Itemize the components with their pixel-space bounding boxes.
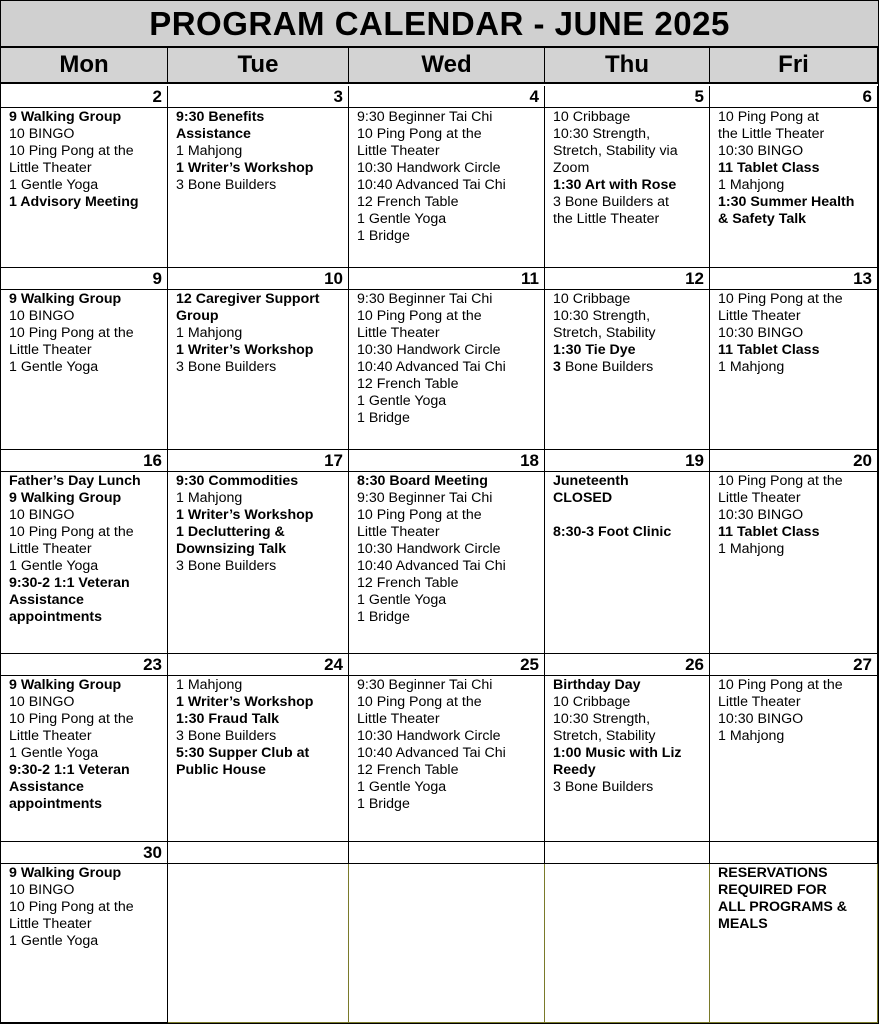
event-line: Stretch, Stability — [553, 728, 656, 744]
event-line: 10 Ping Pong at the — [357, 694, 482, 710]
date-number: 6 — [710, 86, 878, 108]
event-line: 10 Ping Pong at the — [9, 899, 134, 915]
event-line: 10 Ping Pong at the — [9, 325, 134, 341]
event-line: 1 Bridge — [357, 228, 410, 244]
event-line: 1 Mahjong — [176, 325, 243, 341]
date-number: 17 — [168, 450, 349, 472]
event-line: Little Theater — [357, 711, 440, 727]
event-line: 9 Walking Group — [9, 291, 122, 307]
event-line: CLOSED — [553, 490, 613, 506]
date-number — [349, 842, 545, 864]
event-line: 3 Bone Builders — [553, 359, 654, 375]
event-line: 10:30 Handwork Circle — [357, 541, 501, 557]
event-line: 9 Walking Group — [9, 677, 122, 693]
date-number: 16 — [1, 450, 168, 472]
date-number — [710, 842, 878, 864]
event-line: 11 Tablet Class — [718, 160, 820, 176]
day-cell — [349, 864, 545, 1023]
date-number: 2 — [1, 86, 168, 108]
day-cell — [1, 472, 168, 654]
day-cell — [545, 472, 710, 654]
event-line: Little Theater — [357, 325, 440, 341]
event-line: 3 Bone Builders — [553, 779, 654, 795]
event-line: 1 Decluttering & — [176, 524, 285, 540]
event-line: 10 Ping Pong at the — [9, 524, 134, 540]
day-cell — [349, 676, 545, 842]
event-line: 5:30 Supper Club at — [176, 745, 310, 761]
day-cell — [710, 290, 878, 450]
event-line: Father’s Day Lunch — [9, 473, 141, 489]
event-line: RESERVATIONS — [718, 865, 828, 881]
event-line: Stretch, Stability via — [553, 143, 678, 159]
day-header-thu: Thu — [545, 48, 710, 84]
event-line: Assistance — [9, 779, 84, 795]
day-cell — [1, 290, 168, 450]
event-line: 10 Ping Pong at — [718, 109, 819, 125]
event-line: Assistance — [9, 592, 84, 608]
event-line: Little Theater — [718, 490, 801, 506]
date-number — [545, 842, 710, 864]
event-line: Assistance — [176, 126, 251, 142]
event-line: 12 French Table — [357, 762, 459, 778]
day-cell — [545, 676, 710, 842]
day-cell — [349, 108, 545, 268]
event-line: the Little Theater — [718, 126, 825, 142]
date-number: 23 — [1, 654, 168, 676]
event-line: 1 Gentle Yoga — [357, 779, 447, 795]
date-number: 9 — [1, 268, 168, 290]
date-number: 4 — [349, 86, 545, 108]
event-line: 1 Mahjong — [718, 541, 785, 557]
event-line: 9:30 Beginner Tai Chi — [357, 677, 493, 693]
event-line: 10 Ping Pong at the — [718, 291, 843, 307]
event-line: 1 Gentle Yoga — [357, 592, 447, 608]
event-line: 10:40 Advanced Tai Chi — [357, 177, 506, 193]
event-line: Reedy — [553, 762, 596, 778]
day-cell — [168, 290, 349, 450]
event-line: 9 Walking Group — [9, 109, 122, 125]
event-line: 12 Caregiver Support — [176, 291, 320, 307]
event-line: 1:00 Music with Liz — [553, 745, 682, 761]
event-line: 1 Bridge — [357, 609, 410, 625]
event-line: the Little Theater — [553, 211, 660, 227]
event-line: Little Theater — [9, 342, 92, 358]
event-line: Public House — [176, 762, 266, 778]
event-line: 10:30 Strength, — [553, 308, 651, 324]
event-line: 1 Writer’s Workshop — [176, 694, 314, 710]
event-line: 3 Bone Builders — [176, 359, 277, 375]
event-line: appointments — [9, 609, 103, 625]
event-line: 1 Writer’s Workshop — [176, 160, 314, 176]
event-line: 10 Ping Pong at the — [357, 126, 482, 142]
event-line: Little Theater — [9, 728, 92, 744]
day-cell — [168, 676, 349, 842]
date-number: 26 — [545, 654, 710, 676]
day-cell — [710, 676, 878, 842]
event-line: 10 Ping Pong at the — [9, 143, 134, 159]
event-line: 3 Bone Builders — [176, 728, 277, 744]
day-cell — [349, 472, 545, 654]
date-number: 3 — [168, 86, 349, 108]
event-line: 1 Mahjong — [176, 143, 243, 159]
event-line: Little Theater — [9, 160, 92, 176]
event-line: MEALS — [718, 916, 768, 932]
event-line: 1 Bridge — [357, 796, 410, 812]
event-line: 10:30 Handwork Circle — [357, 728, 501, 744]
day-cell — [545, 864, 710, 1023]
day-cell — [349, 290, 545, 450]
event-line: 1 Mahjong — [718, 728, 785, 744]
day-cell — [1, 676, 168, 842]
event-line: 1 Mahjong — [718, 359, 785, 375]
event-line: Birthday Day — [553, 677, 641, 693]
date-number: 24 — [168, 654, 349, 676]
event-line: 1:30 Summer Health — [718, 194, 855, 210]
event-line: Little Theater — [357, 143, 440, 159]
date-number: 5 — [545, 86, 710, 108]
event-line: 9:30 Beginner Tai Chi — [357, 490, 493, 506]
event-line: 1 Gentle Yoga — [9, 745, 99, 761]
date-number: 10 — [168, 268, 349, 290]
event-line: 10 Ping Pong at the — [718, 677, 843, 693]
date-number: 30 — [1, 842, 168, 864]
day-cell — [710, 472, 878, 654]
event-line: Zoom — [553, 160, 590, 176]
date-number: 18 — [349, 450, 545, 472]
date-number: 27 — [710, 654, 878, 676]
event-line: 10 Cribbage — [553, 291, 631, 307]
event-line: 10 Cribbage — [553, 694, 631, 710]
event-line: 10 BINGO — [9, 507, 75, 523]
page-title: PROGRAM CALENDAR - JUNE 2025 — [1, 1, 878, 48]
event-line: 10 Ping Pong at the — [357, 507, 482, 523]
event-line: Stretch, Stability — [553, 325, 656, 341]
event-line: & Safety Talk — [718, 211, 807, 227]
event-line: 10:30 Strength, — [553, 711, 651, 727]
event-line: 10 Cribbage — [553, 109, 631, 125]
day-cell — [168, 108, 349, 268]
day-header-wed: Wed — [349, 48, 545, 84]
event-line: 9:30 Commodities — [176, 473, 299, 489]
event-line: 10 Ping Pong at the — [718, 473, 843, 489]
event-line: 11 Tablet Class — [718, 524, 820, 540]
event-line: 10 Ping Pong at the — [357, 308, 482, 324]
event-line: 9:30 Beginner Tai Chi — [357, 291, 493, 307]
day-cell — [710, 864, 878, 1023]
event-line: Little Theater — [9, 916, 92, 932]
event-line: 1 Gentle Yoga — [9, 177, 99, 193]
event-line: 10:40 Advanced Tai Chi — [357, 745, 506, 761]
event-line: 9 Walking Group — [9, 490, 122, 506]
day-header-mon: Mon — [1, 48, 168, 84]
event-line: 9 Walking Group — [9, 865, 122, 881]
day-cell — [168, 472, 349, 654]
event-line: 1 Gentle Yoga — [357, 393, 447, 409]
event-line: 1 Mahjong — [176, 677, 243, 693]
event-line: 10:40 Advanced Tai Chi — [357, 558, 506, 574]
day-cell — [545, 108, 710, 268]
event-line: 11 Tablet Class — [718, 342, 820, 358]
event-line: 1:30 Tie Dye — [553, 342, 636, 358]
event-line: 1 Gentle Yoga — [9, 558, 99, 574]
event-line: Little Theater — [357, 524, 440, 540]
event-line: 1 Gentle Yoga — [9, 933, 99, 949]
date-number — [168, 842, 349, 864]
event-line: Group — [176, 308, 219, 324]
event-line: 8:30-3 Foot Clinic — [553, 524, 672, 540]
date-number: 19 — [545, 450, 710, 472]
event-line: 10 BINGO — [9, 308, 75, 324]
event-line: Little Theater — [718, 308, 801, 324]
event-line: 3 Bone Builders at — [553, 194, 669, 210]
event-line: Downsizing Talk — [176, 541, 287, 557]
event-line: 1 Writer’s Workshop — [176, 507, 314, 523]
event-line: 3 Bone Builders — [176, 177, 277, 193]
event-line: 9:30 Benefits — [176, 109, 265, 125]
event-line: ALL PROGRAMS & — [718, 899, 848, 915]
date-number: 13 — [710, 268, 878, 290]
event-line: 8:30 Board Meeting — [357, 473, 488, 489]
event-line: 10:30 Strength, — [553, 126, 651, 142]
event-line: 10:30 BINGO — [718, 711, 804, 727]
event-line: 10:30 BINGO — [718, 325, 804, 341]
event-line: 1 Gentle Yoga — [9, 359, 99, 375]
event-line: 1 Gentle Yoga — [357, 211, 447, 227]
event-line: 12 French Table — [357, 376, 459, 392]
event-line: 10 BINGO — [9, 694, 75, 710]
day-cell — [545, 290, 710, 450]
date-number: 12 — [545, 268, 710, 290]
event-line: 12 French Table — [357, 194, 459, 210]
date-number: 25 — [349, 654, 545, 676]
event-line: 1 Advisory Meeting — [9, 194, 139, 210]
day-header-tue: Tue — [168, 48, 349, 84]
event-line: 12 French Table — [357, 575, 459, 591]
event-line: 9:30-2 1:1 Veteran — [9, 575, 130, 591]
date-number: 11 — [349, 268, 545, 290]
event-line: 1:30 Art with Rose — [553, 177, 677, 193]
event-line: 1 Mahjong — [176, 490, 243, 506]
event-line: 10 Ping Pong at the — [9, 711, 134, 727]
event-line: 10:40 Advanced Tai Chi — [357, 359, 506, 375]
event-line: 3 Bone Builders — [176, 558, 277, 574]
day-header-fri: Fri — [710, 48, 878, 84]
event-line: REQUIRED FOR — [718, 882, 827, 898]
event-line: 10 BINGO — [9, 882, 75, 898]
event-line: 1 Writer’s Workshop — [176, 342, 314, 358]
day-cell — [1, 864, 168, 1023]
event-line: 10:30 Handwork Circle — [357, 342, 501, 358]
event-line: 10:30 BINGO — [718, 143, 804, 159]
day-cell — [710, 108, 878, 268]
event-line: appointments — [9, 796, 103, 812]
event-line: Little Theater — [718, 694, 801, 710]
day-cell — [1, 108, 168, 268]
date-number: 20 — [710, 450, 878, 472]
event-line: Juneteenth — [553, 473, 629, 489]
event-line: 1:30 Fraud Talk — [176, 711, 280, 727]
event-line: 1 Bridge — [357, 410, 410, 426]
event-line: 10:30 BINGO — [718, 507, 804, 523]
event-line — [553, 507, 705, 524]
event-line: 1 Mahjong — [718, 177, 785, 193]
event-line: 9:30-2 1:1 Veteran — [9, 762, 130, 778]
event-line: 10 BINGO — [9, 126, 75, 142]
event-line: 9:30 Beginner Tai Chi — [357, 109, 493, 125]
event-line: 10:30 Handwork Circle — [357, 160, 501, 176]
day-cell — [168, 864, 349, 1023]
event-line: Little Theater — [9, 541, 92, 557]
